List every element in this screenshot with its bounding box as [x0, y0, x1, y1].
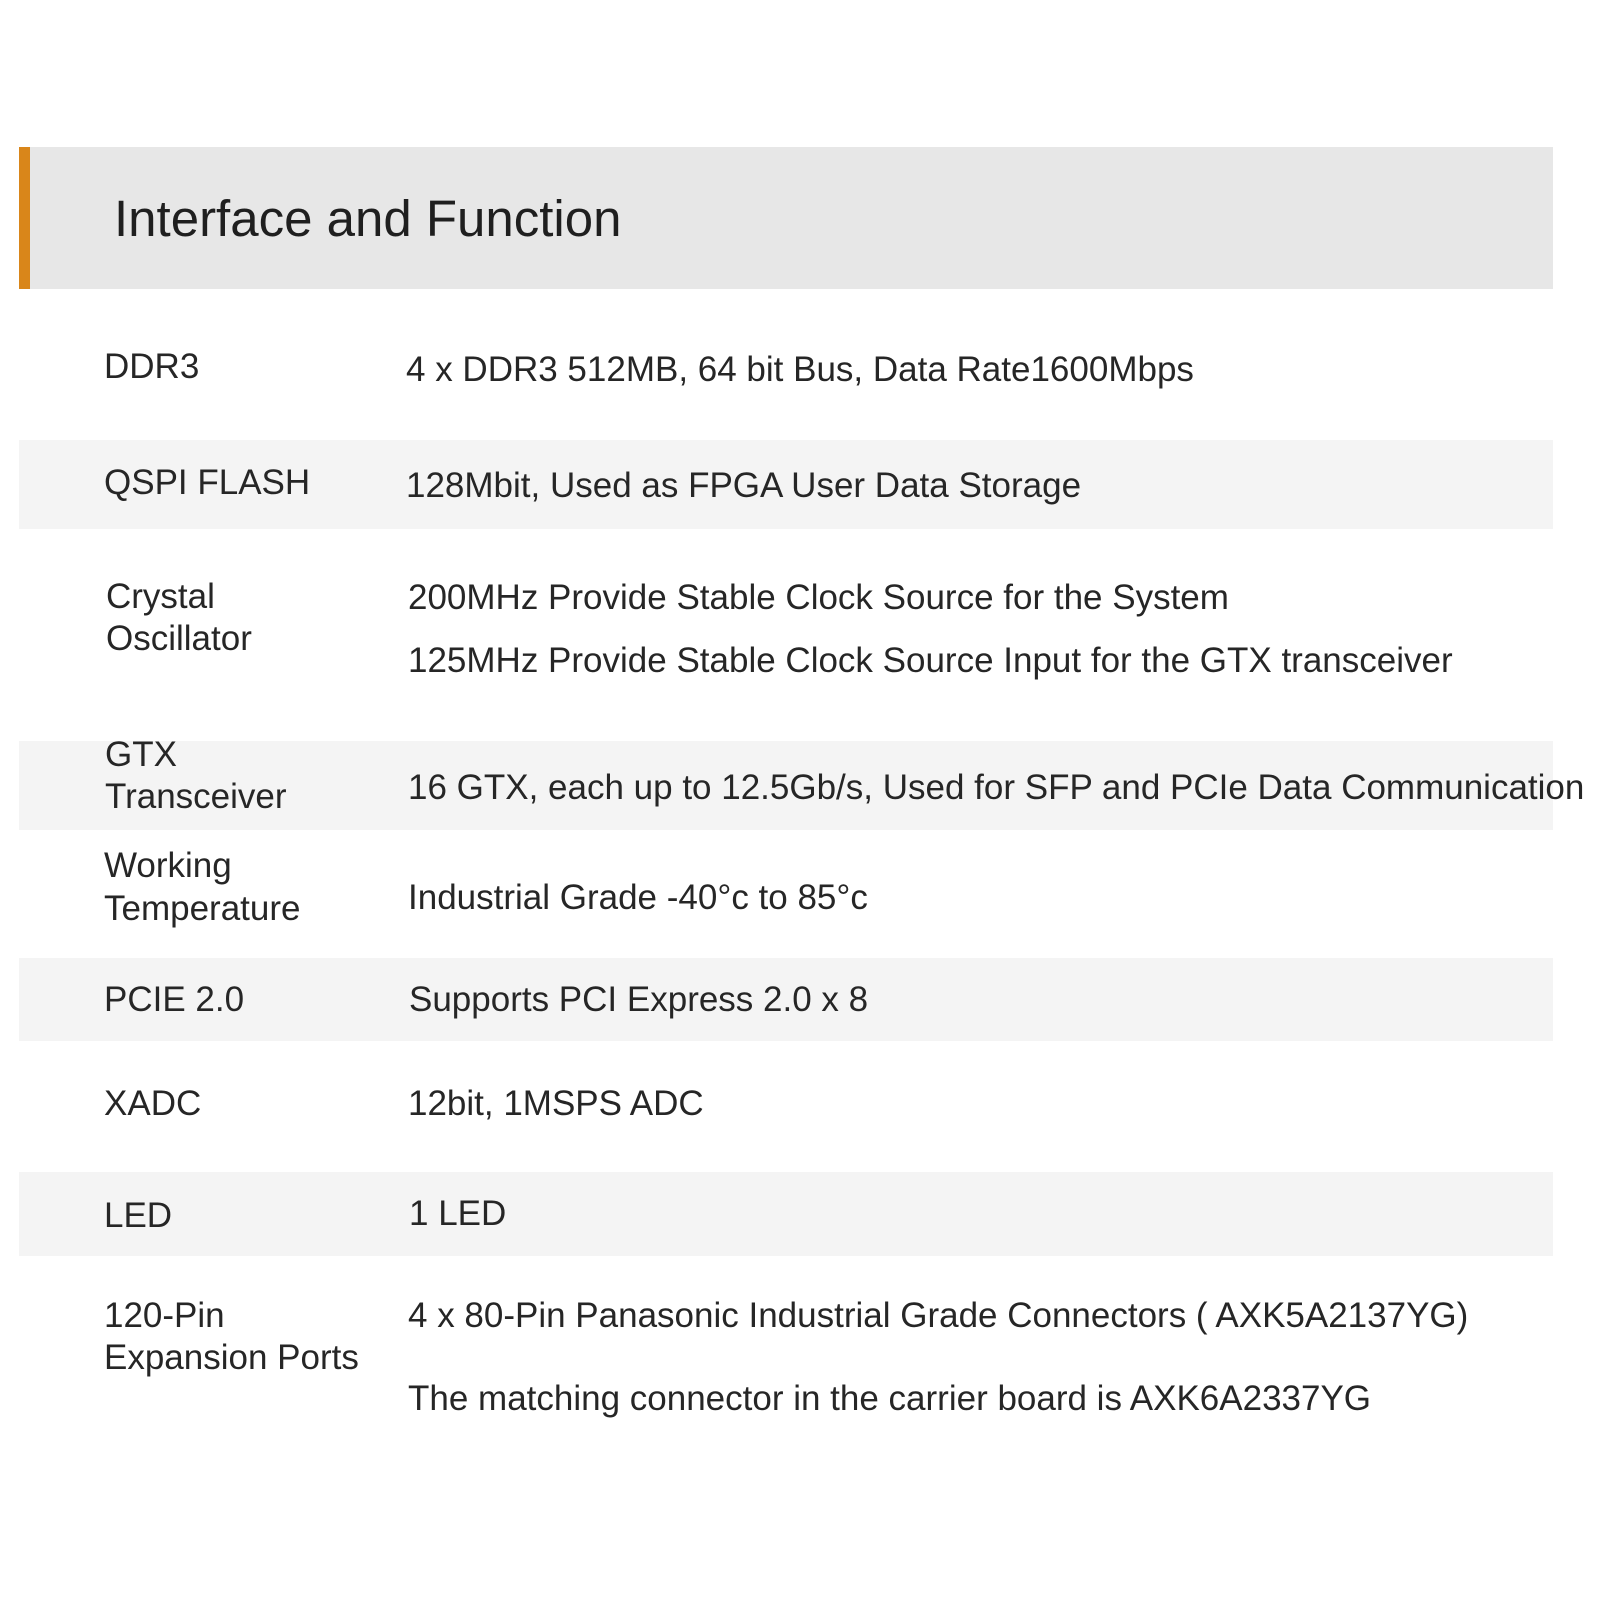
spec-label-line-2: Transceiver	[105, 777, 287, 816]
spec-label-line-2: Temperature	[104, 889, 301, 928]
spec-row-led	[19, 1172, 1553, 1256]
spec-value: 4 x DDR3 512MB, 64 bit Bus, Data Rate1600Mbps	[406, 350, 1194, 389]
spec-row-xadc	[19, 1065, 1553, 1145]
spec-value-line-2: The matching connector in the carrier board is AXK6A2337YG	[408, 1379, 1372, 1418]
spec-value-line-2: 125MHz Provide Stable Clock Source Input for the GTX transceiver	[408, 641, 1453, 680]
spec-value: 16 GTX, each up to 12.5Gb/s, Used for SFP and PCIe Data Communication	[408, 768, 1585, 807]
spec-label: QSPI FLASH	[104, 463, 311, 502]
spec-label-line-1: Crystal	[106, 577, 215, 616]
spec-value: 12bit, 1MSPS ADC	[408, 1084, 704, 1123]
spec-label-line-2: Oscillator	[106, 619, 252, 658]
spec-value: Industrial Grade -40°c to 85°c	[408, 878, 868, 917]
spec-row-working-temperature	[19, 840, 1553, 950]
spec-row-expansion-ports	[19, 1285, 1553, 1435]
spec-label: XADC	[104, 1084, 202, 1123]
spec-value: 1 LED	[409, 1194, 507, 1233]
spec-label-line-1: Working	[104, 846, 232, 885]
spec-row-pcie	[19, 958, 1553, 1041]
spec-label-line-1: GTX	[105, 735, 177, 774]
spec-value: 128Mbit, Used as FPGA User Data Storage	[406, 466, 1082, 505]
section-header	[19, 147, 1553, 289]
spec-value-line-1: 4 x 80-Pin Panasonic Industrial Grade Connectors ( AXK5A2137YG)	[408, 1296, 1469, 1335]
spec-label: LED	[104, 1196, 173, 1235]
spec-value: Supports PCI Express 2.0 x 8	[409, 980, 869, 1019]
spec-label-line-2: Expansion Ports	[104, 1338, 359, 1377]
spec-value-line-1: 200MHz Provide Stable Clock Source for the System	[408, 578, 1229, 617]
spec-label: DDR3	[104, 347, 200, 386]
spec-row-gtx-transceiver	[19, 735, 1585, 830]
spec-label: PCIE 2.0	[104, 980, 245, 1019]
spec-row-ddr3	[19, 330, 1553, 410]
spec-label-line-1: 120-Pin	[104, 1296, 225, 1335]
spec-row-qspi-flash	[19, 440, 1553, 529]
section-title: Interface and Function	[114, 190, 622, 247]
spec-row-crystal-oscillator	[19, 570, 1553, 700]
